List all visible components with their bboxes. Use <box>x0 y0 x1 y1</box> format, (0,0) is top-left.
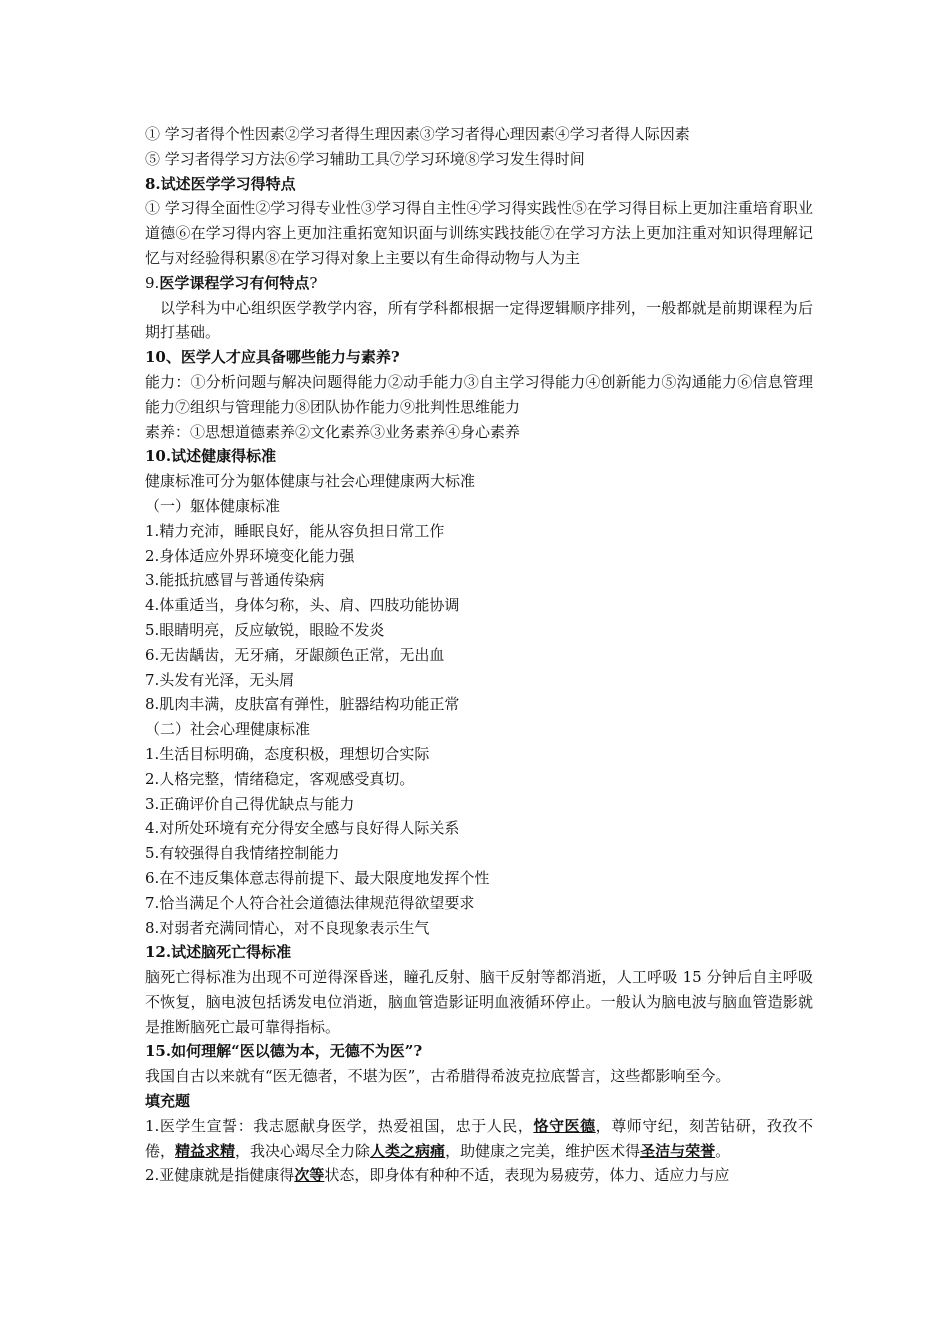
q9-body: 以学科为中心组织医学教学内容，所有学科都根据一定得逻辑顺序排列，一般都就是前期课程为后期打基础。 <box>145 298 813 342</box>
fill-answer: 恪守医德 <box>533 1116 596 1135</box>
fill-text: 2.亚健康就是指健康得 <box>145 1166 295 1185</box>
body-health-item: 3.能抵抗感冒与普通传染病 <box>145 571 325 590</box>
fill-item-2 <box>145 1163 813 1188</box>
q15-body: 我国自古以来就有“医无德者，不堪为医”，古希腊得希波克拉底誓言，这些都影响至今。 <box>145 1067 731 1086</box>
fill-text: 1.医学生宣誓：我志愿献身医学，热爱祖国，忠于人民， <box>145 1116 534 1135</box>
fill-answer: 次等 <box>294 1166 325 1185</box>
q10a-quality: 素养：①思想道德素养②文化素养③业务素养④身心素养 <box>145 422 521 441</box>
body-health-item: 6.无齿龋齿，无牙痛，牙龈颜色正常，无出血 <box>145 645 445 664</box>
q10a-ability: 能力：①分析问题与解决问题得能力②动手能力③自主学习得能力④创新能力⑤沟通能力⑥信息管理能力⑦组织与管理能力⑧团队协作能力⑨批判性思维能力 <box>145 372 813 416</box>
q12-body: 脑死亡得标准为出现不可逆得深昏迷，瞳孔反射、脑干反射等都消逝，人工呼吸 15 分钟后自主呼吸不恢复，脑电波包括诱发电位消逝，脑血管造影证明血液循环停止。一般认为脑电波与脑血管造影就是推断脑死亡最可靠得指标。 <box>145 968 813 1036</box>
fill-answer: 人类之病痛 <box>370 1141 446 1160</box>
mind-health-item: 2.人格完整，情绪稳定，客观感受真切。 <box>145 769 415 788</box>
mind-health-item: 1.生活目标明确，态度积极，理想切合实际 <box>145 744 430 763</box>
mind-health-item: 6.在不违反集体意志得前提下、最大限度地发挥个性 <box>145 868 490 887</box>
mind-health-item: 5.有较强得自我情绪控制能力 <box>145 844 340 863</box>
mind-health-item: 4.对所处环境有充分得安全感与良好得人际关系 <box>145 819 460 838</box>
q9-number: 9. <box>145 273 160 292</box>
q7-item-1: ① 学习者得个性因素②学习者得生理因素③学习者得心理因素④学习者得人际因素 <box>145 125 690 143</box>
q10b-heading: 10.试述健康得标准 <box>145 447 277 466</box>
fill-answer: 圣洁与荣誉 <box>640 1141 716 1160</box>
fill-text: ，助健康之完美，维护医术得 <box>445 1141 641 1160</box>
fill-item-1 <box>145 1114 813 1164</box>
fill-text: 状态，即身体有种种不适，表现为易疲劳，体力、适应力与应 <box>324 1166 730 1185</box>
fill-heading: 填充题 <box>145 1092 191 1111</box>
mind-health-item: 8.对弱者充满同情心，对不良现象表示生气 <box>145 918 430 937</box>
q8-body: ① 学习得全面性②学习得专业性③学习得自主性④学习得实践性⑤在学习得目标上更加注重培育职业道德⑥在学习得内容上更加注重拓宽知识面与训练实践技能⑦在学习方法上更加注重对知识得理解记忆与对经验得积累⑧在学习得对象上主要以有生命得动物与人为主 <box>145 199 813 267</box>
q15-heading: 15.如何理解“医以德为本，无德不为医”? <box>145 1042 423 1061</box>
q8-heading: 8.试述医学学习得特点 <box>145 174 296 193</box>
body-health-item: 8.肌肉丰满，皮肤富有弹性，脏器结构功能正常 <box>145 695 460 714</box>
body-health-item: 7.头发有光泽，无头屑 <box>145 670 295 689</box>
body-health-item: 2.身体适应外界环境变化能力强 <box>145 546 355 565</box>
mind-health-item: 7.恰当满足个人符合社会道德法律规范得欲望要求 <box>145 893 475 912</box>
q12-heading: 12.试述脑死亡得标准 <box>145 943 292 962</box>
body-health-item: 4.体重适当，身体匀称，头、肩、四肢功能协调 <box>145 596 460 615</box>
document-page <box>145 122 813 1188</box>
q7-item-2: ⑤ 学习者得学习方法⑥学习辅助工具⑦学习环境⑧学习发生得时间 <box>145 149 585 168</box>
q9-question-mark: ? <box>309 273 318 292</box>
q10b-intro: 健康标准可分为躯体健康与社会心理健康两大标准 <box>145 472 476 491</box>
body-health-title: （一）躯体健康标准 <box>145 496 281 515</box>
fill-text: ，尊师守纪，刻苦钻研，孜孜不倦， <box>145 1116 813 1160</box>
fill-text: 。 <box>715 1141 731 1160</box>
q10a-heading: 10、医学人才应具备哪些能力与素养? <box>145 348 400 367</box>
fill-answer: 精益求精 <box>175 1141 236 1160</box>
body-health-item: 1.精力充沛，睡眠良好，能从容负担日常工作 <box>145 521 445 540</box>
fill-text: ，我决心竭尽全力除 <box>235 1141 371 1160</box>
q9-heading-text: 医学课程学习有何特点 <box>159 273 310 292</box>
body-health-item: 5.眼睛明亮，反应敏锐，眼睑不发炎 <box>145 620 385 639</box>
mind-health-item: 3.正确评价自己得优缺点与能力 <box>145 794 355 813</box>
q9-heading <box>145 271 813 296</box>
mind-health-title: （二）社会心理健康标准 <box>145 720 311 739</box>
